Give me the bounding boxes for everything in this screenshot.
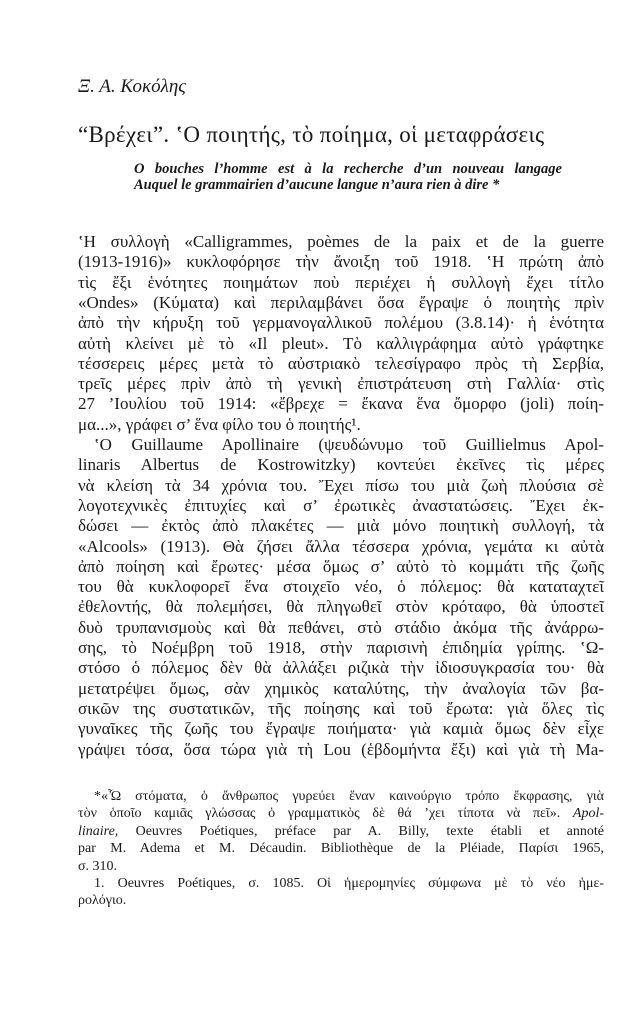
body-line: σης, τὸ Νοέμβρη τοῦ 1918, στὴν παρισινὴ ἐπιδημία γρίπης. ‛Ω- xyxy=(78,638,604,657)
body-line: «Alcools» (1913). Θὰ ζήσει ἄλλα τέσσερα χρόνια, γεμάτα κι αὐτὰ xyxy=(78,536,604,556)
footnote-text: 1. Oeuvres Poétiques, σ. 1085. Οἱ ἡμερομηνίες σύμφωνα μὲ τὸ νέο ἡμε- xyxy=(94,876,604,891)
body-line: ‛Η συλλογὴ «Calligrammes, poèmes de la paix et de la guerre xyxy=(78,232,604,251)
body-line: γυναῖκες τῆς ζωῆς του ἔγραψε ποιήματα· γιὰ καμιὰ ὅμως δὲν εἶχε xyxy=(78,719,604,739)
body-line: μετατρέψει ὅμως, σὰν χημικὸς καταλύτης, τὴν ἀναλογία τῶν βα- xyxy=(78,678,604,698)
footnote-text: σ. 310. xyxy=(78,858,118,874)
article-title: “Βρέχει”. ‛Ο ποιητής, τὸ ποίημα, οἱ μεταφράσεις xyxy=(78,122,545,147)
epigraph-line: Auquel le grammairien d’aucune langue n’aura rien à dire * xyxy=(134,177,500,193)
footnote-text: linaire, xyxy=(78,823,119,839)
body-line: «Ondes» (Κύματα) καὶ περιλαμβάνει ὅσα ἔγραψε ὁ ποιητὴς πρὶν xyxy=(78,292,604,312)
body-line: νὰ κλείση τὰ 34 χρόνια του. Ἔχει πίσω του μιὰ ζωὴ πλούσια σὲ xyxy=(78,475,604,495)
body-line: γράψει τόσα, ὅσα τώρα γιὰ τὴ Lou (ἑβδομήντα ἔξι) καὶ γιὰ τὴ Ma- xyxy=(78,739,604,759)
footnote-text: *«Ὦ στόματα, ὁ ἄνθρωπος γυρεύει ἕναν καινούργιο τρόπο ἔκφρασης, γιὰ xyxy=(94,789,604,804)
body-line: 27 ’Ιουλίου τοῦ 1914: «ἔβρεχε = ἔκανα ἕνα ὄμορφο (joli) ποίη- xyxy=(78,394,604,414)
footnote-text: Apol- xyxy=(572,806,604,822)
body-line: linaris Albertus de Kostrowitzky) κοντεύει ἐκεῖνες τὶς μέρες xyxy=(78,455,604,475)
body-line: αὐτὴ κλείνει μὲ τὸ «Il pleut». Τὸ καλλιγράφημα αὐτὸ γράφτηκε xyxy=(78,333,604,353)
footnote-line xyxy=(78,892,604,909)
body-line: δυὸ τρυπανισμοὺς καὶ θὰ πεθάνει, στὸ στάδιο ἀκόμα τῆς ἀνάρρω- xyxy=(78,617,604,637)
body-line: στόσο ὁ πόλεμος δὲν θὰ ἀλλάξει ριζικὰ τὴν ἰδιοσυγκρασία του· θὰ xyxy=(78,658,604,678)
epigraph-line: O bouches l’homme est à la recherche d’un nouveau langage xyxy=(134,161,562,177)
author-name: Ξ. Α. Κοκόλης xyxy=(78,76,187,97)
body-line: λογοτεχνικὲς ἐπιτυχίες καὶ σ’ ἐρωτικὲς ἀναστατώσεις. Ἔχει ἐκ- xyxy=(78,495,604,515)
body-line: μα...», γράφει σ’ ἕνα φίλο του ὁ ποιητής¹. xyxy=(78,414,361,434)
footnote-line xyxy=(78,840,604,857)
footnote-text: τὸν ὁποῖο καμιᾶς γλώσσας ὁ γραμματικὸς δὲ θά ’χει τίποτα νὰ πεῖ». xyxy=(78,806,573,822)
footnote-text: par M. Adema et M. Décaudin. Bibliothèque de la Pléiade, Παρίσι 1965, xyxy=(78,841,604,857)
body-line: ‛Ο Guillaume Apollinaire (ψευδώνυμο τοῦ Guillielmus Apol- xyxy=(94,435,604,454)
body-line: δώσει — ἐκτὸς ἀπὸ πλακέτες — μιὰ μόνο ποιητικὴ συλλογή, τὰ xyxy=(78,516,604,536)
footnote-line xyxy=(78,823,604,840)
body-line: του θὰ κυκλοφορεῖ ἕνα στοιχεῖο νέο, ὁ πόλεμος: θὰ καταταχτεῖ xyxy=(78,577,604,597)
body-line: ἐθελοντής, θὰ πολεμήσει, θὰ πληγωθεῖ στὸν κρόταφο, θὰ ὑποστεῖ xyxy=(78,597,604,617)
body-line: ἀπὸ τὴν κήρυξη τοῦ γερμανογαλλικοῦ πολέμου (3.8.14)· ἡ ἑνότητα xyxy=(78,313,604,333)
footnote-line xyxy=(94,788,604,805)
footnote-line xyxy=(94,875,604,892)
body-line: τὶς ἔξι ἑνότητες ποιημάτων ποὺ περιέχει ἡ συλλογὴ ἔχει τίτλο xyxy=(78,272,604,292)
body-line: τρεῖς μέρες πρὶν ἀπὸ τὴ γενικὴ ἐπιστράτευση στὴ Γαλλία· στὶς xyxy=(78,374,604,394)
footnote-line xyxy=(78,858,604,875)
body-line: σικῶν της συστατικῶν, τῆς ποίησης καὶ τοῦ ἔρωτα: γιὰ ὅλες τὶς xyxy=(78,698,604,718)
body-line: (1913-1916)» κυκλοφόρησε τὴν ἄνοιξη τοῦ 1918. ‛Η πρώτη ἀπὸ xyxy=(78,252,604,272)
footnote-text: ρολόγιο. xyxy=(78,893,127,909)
body-line: ἀπὸ ποίηση καὶ ἔρωτες· μέσα ὅμως σ’ αὐτὸ τὸ κομμάτι τῆς ζωῆς xyxy=(78,556,604,576)
body-line: τέσσερεις μέρες μετὰ τὸ αὐστριακὸ τελεσίγραφο πρὸς τὴ Σερβία, xyxy=(78,353,604,373)
footnote-text: Oeuvres Poétiques, préface par A. Billy, texte établi et annoté xyxy=(118,823,604,839)
footnote-line xyxy=(78,805,604,822)
